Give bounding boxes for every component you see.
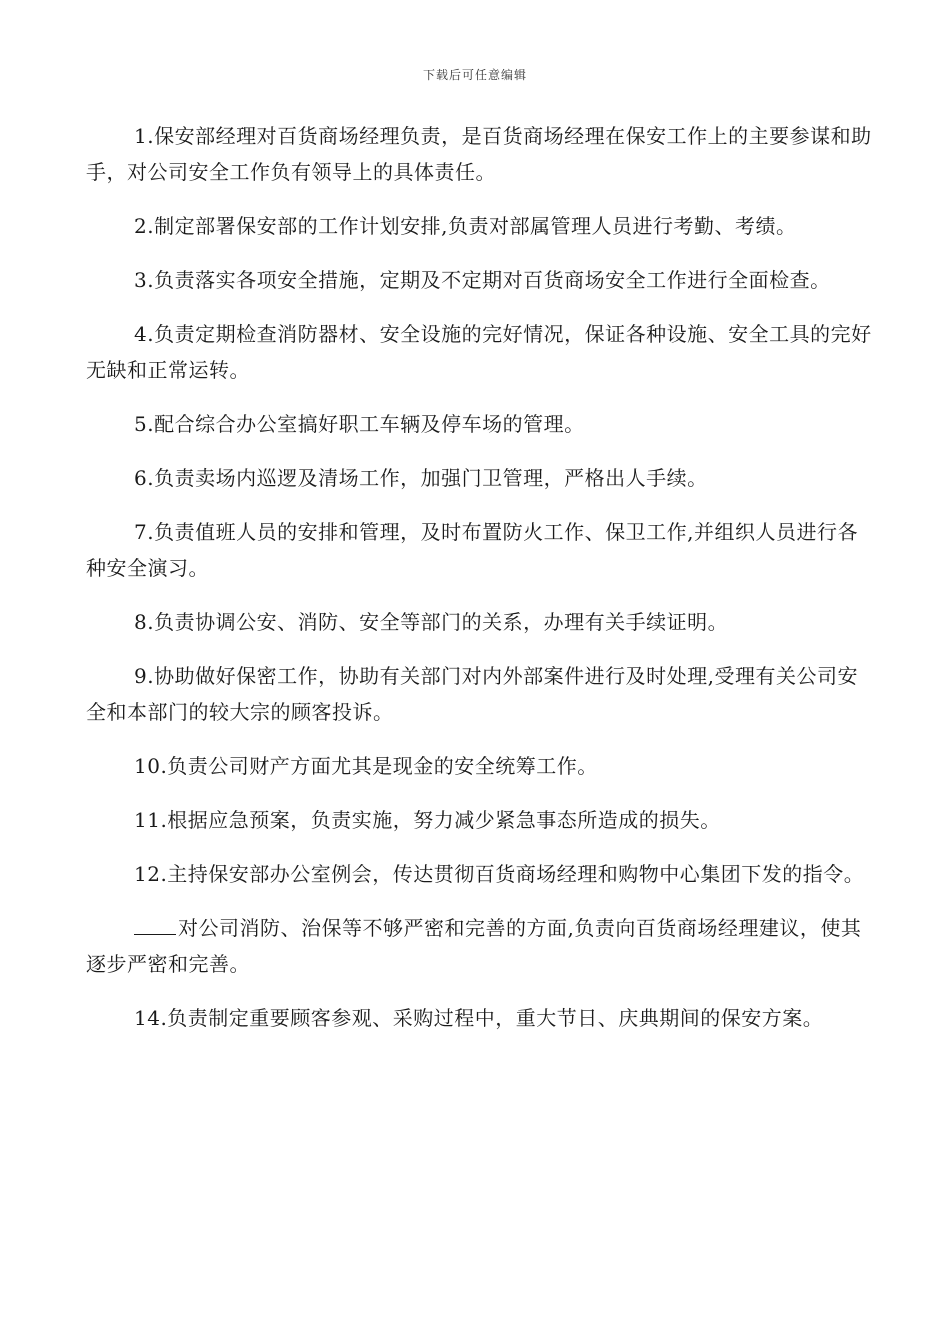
paragraph-8: 8.负责协调公安、消防、安全等部门的关系，办理有关手续证明。 <box>134 610 729 634</box>
paragraph-5: 5.配合综合办公室搞好职工车辆及停车场的管理。 <box>134 412 585 436</box>
paragraph-1: 1.保安部经理对百货商场经理负责，是百货商场经理在保安工作上的主要参谋和助手，对公司安全工作负有领导上的具体责任。 <box>86 124 872 184</box>
document-body <box>86 118 876 1054</box>
page-header: 下载后可任意编辑 <box>422 68 527 82</box>
paragraph-2: 2.制定部署保安部的工作计划安排,负责对部属管理人员进行考勤、考绩。 <box>134 214 797 238</box>
paragraph-12: 12.主持保安部办公室例会，传达贯彻百货商场经理和购物中心集团下发的指令。 <box>134 862 865 886</box>
paragraph-13-text: 对公司消防、治保等不够严密和完善的方面,负责向百货商场经理建议，使其逐步严密和完善。 <box>86 916 862 976</box>
paragraph-13 <box>86 910 876 982</box>
paragraph-4: 4.负责定期检查消防器材、安全设施的完好情况，保证各种设施、安全工具的完好无缺和正常运转。 <box>86 322 872 382</box>
paragraph-14: 14.负责制定重要顾客参观、采购过程中，重大节日、庆典期间的保安方案。 <box>134 1006 824 1030</box>
paragraph-11: 11.根据应急预案，负责实施，努力减少紧急事态所造成的损失。 <box>134 808 721 832</box>
paragraph-9: 9.协助做好保密工作，协助有关部门对内外部案件进行及时处理,受理有关公司安全和本部门的较大宗的顾客投诉。 <box>86 664 858 724</box>
paragraph-10: 10.负责公司财产方面尤其是现金的安全统筹工作。 <box>134 754 598 778</box>
paragraph-6: 6.负责卖场内巡逻及清场工作，加强门卫管理，严格出人手续。 <box>134 466 708 490</box>
blank-underline <box>134 916 176 935</box>
paragraph-7: 7.负责值班人员的安排和管理，及时布置防火工作、保卫工作,并组织人员进行各种安全演习。 <box>86 520 858 580</box>
paragraph-3: 3.负责落实各项安全措施，定期及不定期对百货商场安全工作进行全面检查。 <box>134 268 831 292</box>
